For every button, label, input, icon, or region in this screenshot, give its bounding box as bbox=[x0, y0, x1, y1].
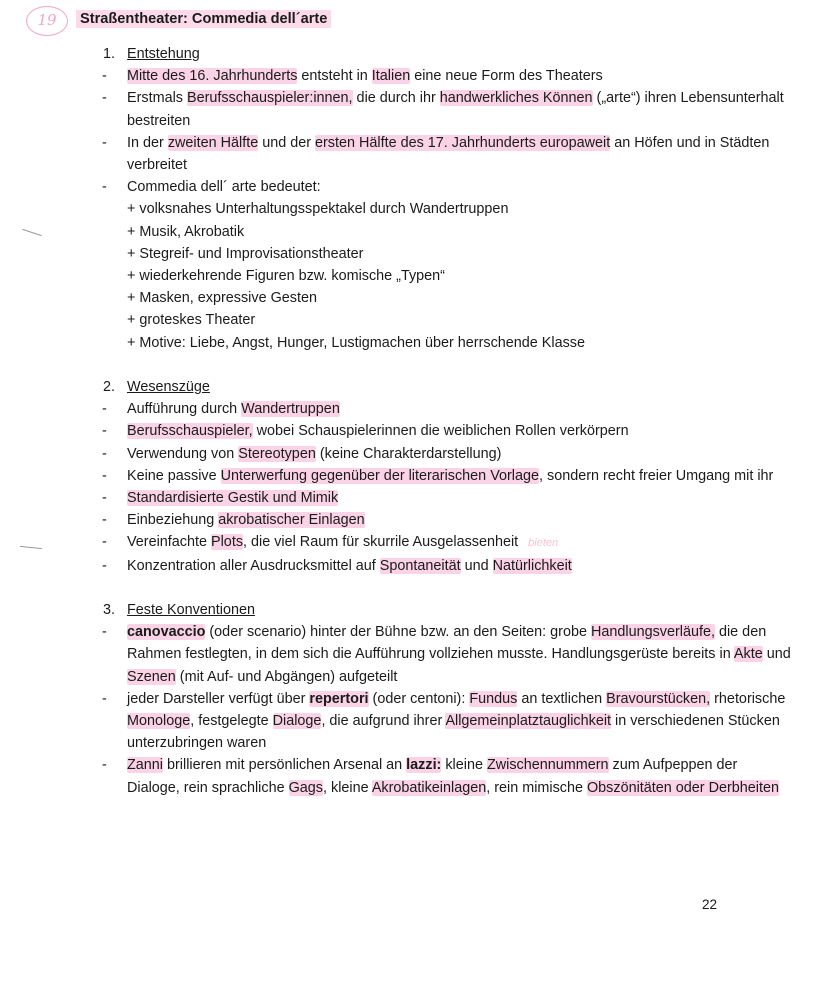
section-number: 2. bbox=[103, 379, 116, 396]
list-item: - Aufführung durch Wandertruppen bbox=[102, 401, 340, 418]
sub-item: + wiederkehrende Figuren bzw. komische „Typen“ bbox=[127, 268, 445, 285]
list-item: - In der zweiten Hälfte und der ersten Hälfte des 17. Jahrhunderts europaweit an Höfen und in Städten verbreitet bbox=[102, 134, 770, 173]
list-item: - Zanni brillieren mit persönlichen Arsenal an lazzi: kleine Zwischennummern zum Aufpeppen der Dialoge, rein sprachliche Gags, kleine Akrobatikeinlagen, rein mimische Obszönitäten oder Derbheiten bbox=[102, 757, 779, 796]
section-heading-entstehung bbox=[103, 43, 793, 65]
page-title: Straßentheater: Commedia dell´arte bbox=[76, 10, 331, 28]
list-item: - Verwendung von Stereotypen (keine Charakterdarstellung) bbox=[102, 445, 502, 462]
margin-pencil-mark bbox=[20, 546, 42, 549]
circled-number: 19 bbox=[26, 6, 68, 36]
section-title: Feste Konventionen bbox=[127, 602, 256, 619]
list-item: - Berufsschauspieler, wobei Schauspielerinnen die weiblichen Rollen verkörpern bbox=[102, 423, 629, 440]
sub-item: + Stegreif- und Improvisationstheater bbox=[127, 245, 364, 262]
list-item: - Erstmals Berufsschauspieler:innen, die durch ihr handwerkliches Können („arte“) ihren Lebensunterhalt bestreiten bbox=[102, 90, 784, 129]
list-item: - Mitte des 16. Jahrhunderts entsteht in Italien eine neue Form des Theaters bbox=[102, 68, 603, 85]
list-item: - jeder Darsteller verfügt über repertori (oder centoni): Fundus an textlichen Bravourstücken, rhetorische Monologe, festgelegte Dialoge, die aufgrund ihrer Allgemeinplatztauglichkeit in verschiedenen Stücken unterzubringen waren bbox=[102, 690, 786, 752]
sub-item: + volksnahes Unterhaltungsspektakel durch Wandertruppen bbox=[127, 201, 509, 218]
section-number: 3. bbox=[103, 602, 116, 619]
sub-item: + Masken, expressive Gesten bbox=[127, 290, 317, 307]
section-heading-wesenszuege bbox=[103, 376, 793, 398]
sub-item: + groteskes Theater bbox=[127, 312, 256, 329]
section-title: Wesenszüge bbox=[127, 379, 210, 396]
list-item: - Keine passive Unterwerfung gegenüber der literarischen Vorlage, sondern recht freier Umgang mit ihr bbox=[102, 467, 774, 484]
document-body bbox=[103, 43, 793, 799]
pencil-note: bieten bbox=[528, 537, 559, 550]
page-number: 22 bbox=[702, 897, 718, 912]
list-item: - Einbeziehung akrobatischer Einlagen bbox=[102, 512, 365, 529]
sub-item: + Motive: Liebe, Angst, Hunger, Lustigmachen über herrschende Klasse bbox=[127, 334, 585, 351]
list-item: - Konzentration aller Ausdrucksmittel auf Spontaneität und Natürlichkeit bbox=[102, 557, 572, 574]
list-item: - Commedia dell´ arte bedeutet: bbox=[102, 179, 321, 196]
sub-item: + Musik, Akrobatik bbox=[127, 223, 245, 240]
section-heading-feste-konventionen bbox=[103, 599, 793, 621]
list-item: - Standardisierte Gestik und Mimik bbox=[102, 490, 339, 507]
list-item: - canovaccio (oder scenario) hinter der Bühne bzw. an den Seiten: grobe Handlungsverläufe, die den Rahmen festlegten, in dem sich die Aufführung vollziehen musste. Handlungsgerüste bereits in Akte und Szenen (mit Auf- und Abgängen) aufgeteilt bbox=[102, 624, 791, 685]
list-item: - Vereinfachte Plots, die viel Raum für skurrile Ausgelassenheit bieten bbox=[102, 534, 559, 551]
section-title: Entstehung bbox=[127, 46, 200, 62]
margin-pencil-mark bbox=[22, 229, 41, 236]
section-number: 1. bbox=[103, 46, 116, 62]
